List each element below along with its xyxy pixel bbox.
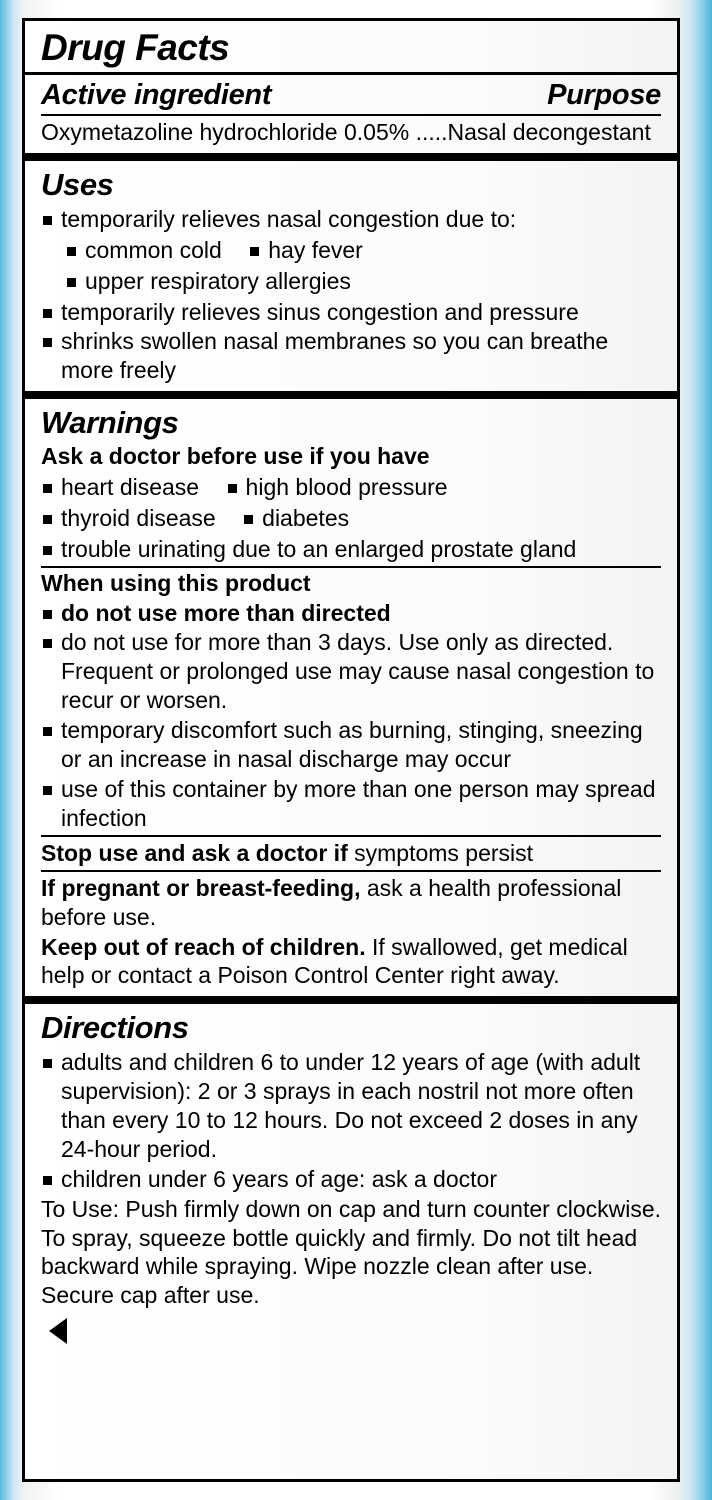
uses-sublist-row2 — [41, 266, 661, 297]
pregnant-rest: ask a health professional before use. — [41, 875, 622, 930]
pregnant-bold: If pregnant or breast-feeding, — [41, 875, 361, 901]
stop-use-line — [41, 839, 661, 868]
children-bold: Keep out of reach of children. — [41, 933, 366, 960]
uses-heading: Uses — [41, 166, 114, 202]
list-item: do not use more than directed — [41, 599, 661, 628]
ask-doctor-heading: Ask a doctor before use if you have — [41, 443, 430, 470]
list-item: hay fever — [248, 236, 363, 265]
uses-section — [25, 167, 677, 386]
divider-stop-use — [41, 835, 661, 837]
uses-list — [41, 205, 661, 234]
warnings-section — [25, 405, 677, 990]
divider-pregnant — [41, 870, 661, 872]
drug-facts-panel — [22, 18, 680, 1482]
uses-sublist-row1 — [41, 235, 661, 266]
title-section — [25, 29, 677, 68]
list-item: upper respiratory allergies — [65, 267, 351, 296]
to-use-paragraph: To Use: Push firmly down on cap and turn counter clockwise. To spray, squeeze bottle quickly and firmly. Do not tilt head backward while spraying. Wipe nozzle clean after use. Secure cap after use. — [41, 1195, 662, 1309]
active-ingredient-heading: Active ingredient — [41, 78, 272, 111]
list-item: thyroid disease — [41, 504, 216, 533]
divider-band-warnings — [25, 391, 677, 399]
children-rest: If swallowed, get medical help or contact a Poison Control Center right away. — [41, 933, 628, 989]
list-item: common cold — [65, 236, 222, 265]
when-using-heading: When using this product — [41, 569, 311, 596]
list-item: shrinks swollen nasal membranes so you can breathe more freely — [41, 327, 661, 385]
pregnant-line — [41, 874, 661, 932]
list-item: use of this container by more than one person may spread infection — [41, 775, 661, 833]
list-item: adults and children 6 to under 12 years of age (with adult supervision): 2 or 3 sprays in each nostril not more often than every 10 to 12 hours. Do not exceed 2 doses in any 24-hour period. — [41, 1048, 661, 1164]
divider-band-uses — [25, 153, 677, 161]
warnings-heading: Warnings — [41, 405, 179, 441]
purpose-heading: Purpose — [547, 78, 661, 111]
directions-section — [25, 1010, 677, 1344]
list-item: heart disease — [41, 473, 199, 502]
list-item: children under 6 years of age: ask a doctor — [41, 1165, 661, 1194]
divider-band-directions — [25, 996, 677, 1004]
list-item: do not use for more than 3 days. Use only as directed. Frequent or prolonged use may cause nasal congestion to recur or worsen. — [41, 628, 661, 715]
divider-title — [25, 72, 677, 75]
ask-doctor-row2 — [41, 503, 661, 534]
list-item: temporarily relieves nasal congestion due to: — [41, 205, 661, 234]
divider-active-ingredient — [41, 114, 661, 116]
page-title: Drug Facts — [41, 27, 230, 68]
list-item: temporarily relieves sinus congestion and pressure — [41, 298, 661, 327]
divider-when-using — [41, 566, 661, 568]
stop-use-bold: Stop use and ask a doctor if — [41, 840, 348, 867]
ask-doctor-row3 — [41, 535, 661, 564]
directions-heading: Directions — [41, 1010, 189, 1045]
list-item: trouble urinating due to an enlarged prostate gland — [41, 535, 661, 564]
left-arrow-icon — [49, 1318, 67, 1344]
stop-use-rest: symptoms persist — [347, 840, 534, 867]
list-item: diabetes — [242, 504, 349, 533]
list-item: temporary discomfort such as burning, stinging, sneezing or an increase in nasal discharge may occur — [41, 716, 661, 774]
uses-list-cont — [41, 298, 661, 386]
directions-list — [41, 1048, 661, 1194]
when-using-list — [41, 599, 661, 834]
ask-doctor-row1 — [41, 472, 661, 503]
active-ingredient-section — [25, 79, 677, 147]
children-line — [41, 933, 661, 991]
active-ingredient-line: Oxymetazoline hydrochloride 0.05% .....Nasal decongestant — [41, 118, 651, 145]
list-item: high blood pressure — [226, 473, 448, 502]
active-ingredient-header-row — [41, 79, 661, 112]
